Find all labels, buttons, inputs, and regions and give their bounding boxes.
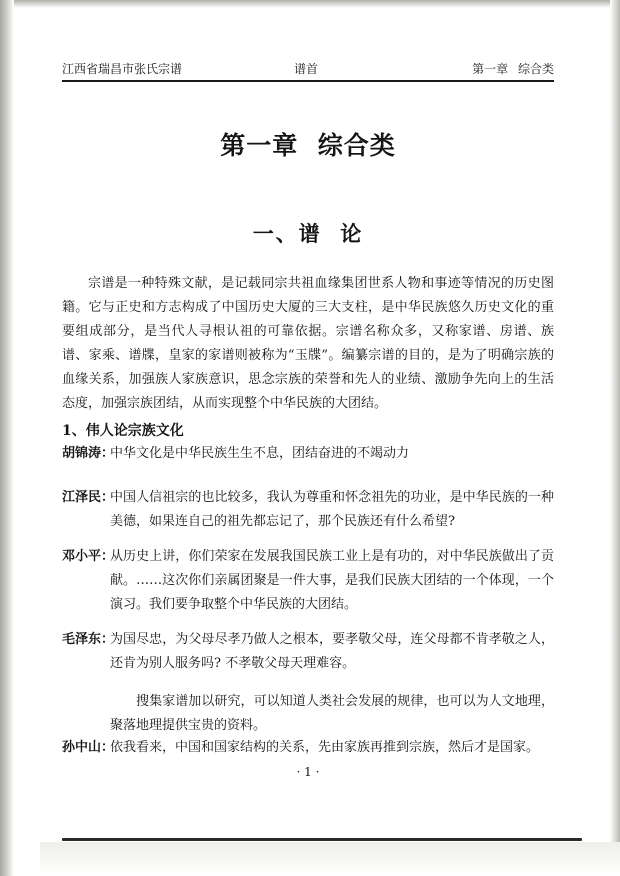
extra-paragraph: 搜集家谱加以研究，可以知道人类社会发展的规律，也可以为人文地理，聚落地理提供宝贵的资料。 [110, 694, 554, 733]
quote-text: 中华文化是中华民族生生不息，团结奋进的不竭动力 [110, 446, 410, 461]
quote-speaker: 孙中山： [62, 740, 115, 755]
quote-block [62, 486, 554, 534]
scan-edge-top [0, 0, 620, 8]
header-rule [62, 80, 554, 82]
quote-text: 为国尽忠，为父母尽孝乃做人之根本，要孝敬父母，连父母都不肯孝敬之人，还肯为别人服务吗? 不孝敬父母天理难容。 [110, 632, 554, 671]
quote-speaker: 江泽民： [62, 490, 115, 505]
quote-text: 依我看来，中国和国家结构的关系，先由家族再推到宗族，然后才是国家。 [110, 740, 540, 755]
quote-speaker: 胡锦涛： [62, 446, 115, 461]
quote-block [62, 545, 554, 617]
quote-block [62, 736, 554, 760]
scan-bottom-shadow [40, 842, 620, 876]
quote-block [62, 442, 554, 466]
quote-speaker: 邓小平： [62, 549, 115, 564]
page-number: · 1 · [296, 765, 320, 779]
subheading: 1、伟人论宗族文化 [62, 423, 184, 439]
quote-text: 从历史上讲，你们荣家在发展我国民族工业上是有功的，对中华民族做出了贡献。……这次你们亲属团聚是一件大事，是我们民族大团结的一个体现，一个演习。我们要争取整个中华民族的大团结。 [110, 549, 554, 612]
bottom-rule [62, 838, 582, 841]
quote-block [62, 628, 554, 676]
intro-paragraph: 宗谱是一种特殊文献，是记载同宗共祖血缘集团世系人物和事迹等情况的历史图籍。它与正史和方志构成了中国历史大厦的三大支柱，是中华民族悠久历史文化的重要组成部分，是当代人寻根认祖的可靠依据。宗谱名称众多，又称家谱、房谱、族谱、家乘、谱牒，皇家的家谱则被称为“玉牒”。编纂宗谱的目的，是为了明确宗族的血缘关系，加强族人家族意识，思念宗族的荣誉和先人的业绩、激励争先向上的生活态度，加强宗族团结，从而实现整个中华民族的大团结。 [62, 276, 554, 411]
section-title: 一、谱 论 [252, 221, 364, 246]
quote-text: 中国人信祖宗的也比较多，我认为尊重和怀念祖先的功业，是中华民族的一种美德，如果连自己的祖先都忘记了，那个民族还有什么希望? [110, 490, 554, 529]
scan-edge-left [0, 0, 14, 876]
header-part: 谱首 [294, 62, 319, 76]
chapter-title: 第一章 综合类 [220, 131, 396, 160]
scan-edge-right [610, 0, 620, 876]
header-book-title: 江西省瑞昌市张氏宗谱 [62, 62, 183, 76]
header-chapter: 第一章 综合类 [472, 62, 554, 76]
quote-speaker: 毛泽东： [62, 632, 115, 647]
running-header [62, 60, 554, 80]
